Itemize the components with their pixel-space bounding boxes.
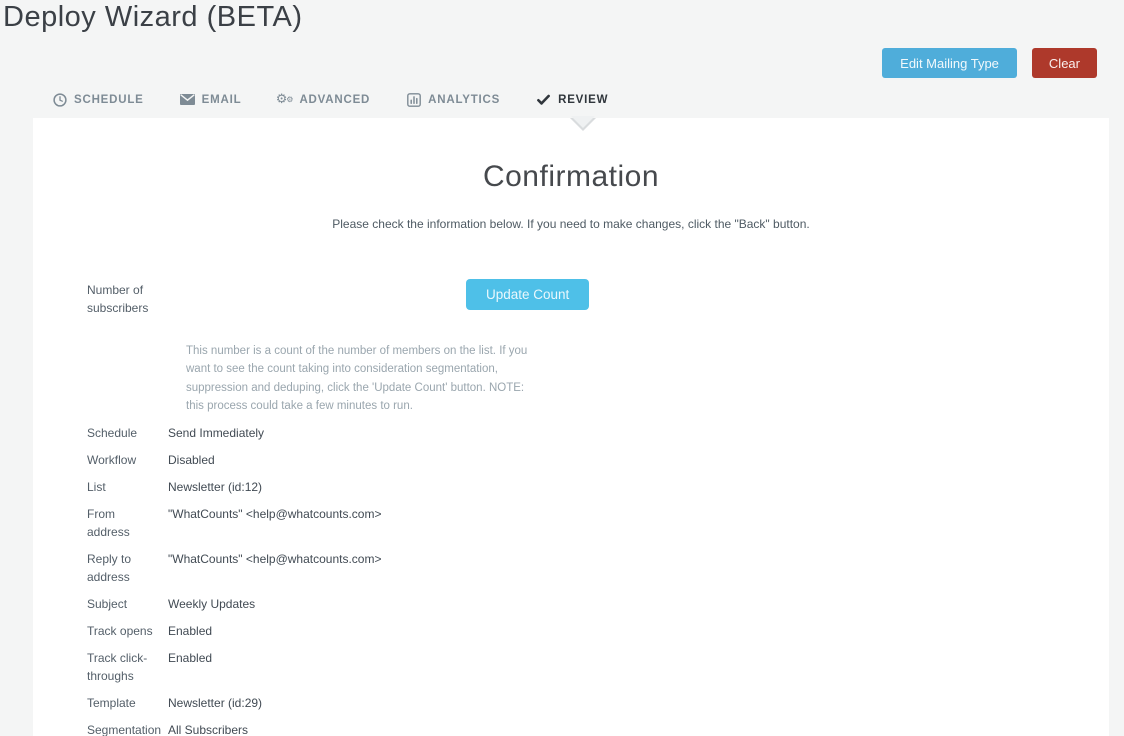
tab-review[interactable] <box>536 92 608 107</box>
row-label: Track click-throughs <box>87 651 148 683</box>
row-value: Newsletter (id:29) <box>168 696 263 710</box>
row-value: "WhatCounts" <help@whatcounts.com> <box>168 552 382 566</box>
clock-icon <box>52 92 67 107</box>
row-value: Newsletter (id:12) <box>168 480 263 494</box>
tab-advanced[interactable] <box>277 92 370 107</box>
row-label: List <box>87 480 106 494</box>
row-label: Subject <box>87 597 128 611</box>
review-row <box>87 451 1077 469</box>
row-value: Send Immediately <box>168 426 265 440</box>
row-value: Enabled <box>168 651 213 665</box>
row-value: Enabled <box>168 624 213 638</box>
row-label: Reply to address <box>87 552 132 584</box>
active-tab-caret <box>570 118 596 133</box>
subscriber-count-help: This number is a count of the number of members on the list. If you want to see the count taking into consideration segmentation, suppression and deduping, click the 'Update Count' button. NOTE: this process could take a few minutes to run. <box>186 345 528 412</box>
review-row <box>87 721 1077 736</box>
tab-email[interactable] <box>180 92 242 107</box>
page-title: Deploy Wizard (BETA) <box>3 1 303 33</box>
review-row <box>87 478 1077 496</box>
tab-schedule[interactable] <box>52 92 144 107</box>
tab-label: EMAIL <box>201 93 242 106</box>
review-row <box>87 505 1077 541</box>
envelope-icon <box>180 92 195 107</box>
review-row <box>87 622 1077 640</box>
review-row <box>87 649 1077 685</box>
tab-label: REVIEW <box>558 93 609 106</box>
row-label: Schedule <box>87 426 138 440</box>
tab-label: SCHEDULE <box>74 93 144 106</box>
clear-button[interactable]: Clear <box>1032 48 1097 78</box>
tab-bar <box>52 92 608 107</box>
row-label: Workflow <box>87 453 137 467</box>
tab-label: ANALYTICS <box>428 93 501 106</box>
tab-analytics[interactable] <box>406 92 500 107</box>
row-label: Template <box>87 696 136 710</box>
row-value: All Subscribers <box>168 723 249 736</box>
header-actions <box>882 48 1097 78</box>
check-icon <box>536 92 551 107</box>
row-value: Weekly Updates <box>168 597 256 611</box>
row-value: Disabled <box>168 453 215 467</box>
review-row <box>87 595 1077 613</box>
bar-chart-icon <box>406 92 421 107</box>
row-label: Segmentation <box>87 723 162 736</box>
subscriber-count-label: Number of subscribers <box>87 283 149 315</box>
confirmation-subheading: Please check the information below. If you need to make changes, click the "Back" button. <box>332 217 810 231</box>
row-label: From address <box>87 507 130 539</box>
row-value: "WhatCounts" <help@whatcounts.com> <box>168 507 382 521</box>
update-count-button[interactable]: Update Count <box>466 279 589 310</box>
tab-label: ADVANCED <box>299 93 371 106</box>
subscriber-count-section <box>87 281 1047 415</box>
edit-mailing-type-button[interactable]: Edit Mailing Type <box>882 48 1017 78</box>
review-row <box>87 550 1077 586</box>
row-label: Track opens <box>87 624 153 638</box>
review-rows <box>87 424 1077 736</box>
confirmation-heading: Confirmation <box>482 160 660 193</box>
gears-icon: ⚙ ⚙ <box>275 92 295 107</box>
review-row <box>87 694 1077 712</box>
review-row <box>87 424 1077 442</box>
content-panel <box>33 118 1109 736</box>
